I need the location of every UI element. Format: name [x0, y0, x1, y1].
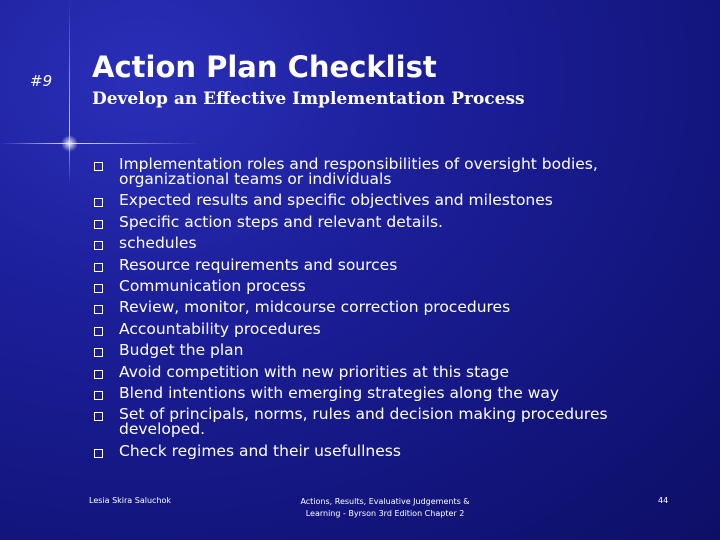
checklist-item-text: Implementation roles and responsibilities of oversight bodies, organizational teams or individuals	[119, 155, 598, 188]
checkbox-icon	[94, 412, 103, 421]
checklist-item	[94, 276, 654, 295]
checkbox-icon	[94, 348, 103, 357]
checklist-item	[94, 212, 654, 231]
checklist-item-text: Expected results and specific objectives and milestones	[119, 191, 553, 210]
checklist-item	[94, 193, 654, 208]
checklist-item-text: Budget the plan	[119, 341, 244, 360]
footer-author: Lesia Skira Saluchok	[89, 496, 172, 505]
checkbox-icon	[94, 391, 103, 400]
footer-source-line-2: Learning - Byrson 3rd Edition Chapter 2	[305, 509, 465, 518]
checkbox-icon	[94, 263, 103, 272]
footer-source	[270, 496, 500, 520]
checklist-item-text: Communication process	[119, 276, 306, 295]
checklist-item	[94, 383, 654, 402]
checklist-item	[94, 407, 654, 437]
decorative-vertical-line	[69, 0, 70, 185]
slide-subtitle: Develop an Effective Implementation Process	[92, 89, 525, 109]
checklist-item-text: Check regimes and their usefullness	[119, 441, 401, 460]
checklist-item	[94, 441, 654, 460]
slide-title: Action Plan Checklist	[92, 50, 437, 84]
checklist-item	[94, 343, 654, 358]
checklist-item-text: Avoid competition with new priorities at this stage	[119, 362, 510, 381]
decorative-horizontal-line	[0, 143, 200, 144]
checklist-item-text: Accountability procedures	[119, 319, 321, 338]
checklist-item-text: Specific action steps and relevant details.	[119, 212, 443, 231]
checkbox-icon	[94, 241, 103, 250]
checkbox-icon	[94, 327, 103, 336]
checklist-item	[94, 236, 654, 251]
checklist-item-text: Set of principals, norms, rules and decision making procedures developed.	[119, 405, 608, 439]
checklist-item-text: Review, monitor, midcourse correction procedures	[119, 298, 511, 317]
checkbox-icon	[94, 162, 103, 171]
checklist-item	[94, 157, 654, 187]
checkbox-icon	[94, 198, 103, 207]
checkbox-icon	[94, 220, 103, 229]
footer-source-line-1: Actions, Results, Evaluative Judgements &	[300, 497, 470, 506]
checklist-item-text: Blend intentions with emerging strategies along the way	[119, 383, 560, 402]
checklist-item-text: Resource requirements and sources	[119, 255, 398, 274]
checkbox-icon	[94, 370, 103, 379]
slide-number: #9	[30, 72, 53, 90]
decorative-star-glow	[61, 135, 78, 152]
checklist-item	[94, 362, 654, 381]
checklist-item	[94, 319, 654, 338]
checkbox-icon	[94, 284, 103, 293]
checkbox-icon	[94, 449, 103, 458]
checklist-item	[94, 300, 654, 315]
footer-page-number: 44	[658, 496, 669, 505]
checklist-item	[94, 255, 654, 274]
action-plan-checklist	[94, 157, 654, 459]
checkbox-icon	[94, 305, 103, 314]
checklist-item-text: schedules	[119, 234, 197, 253]
